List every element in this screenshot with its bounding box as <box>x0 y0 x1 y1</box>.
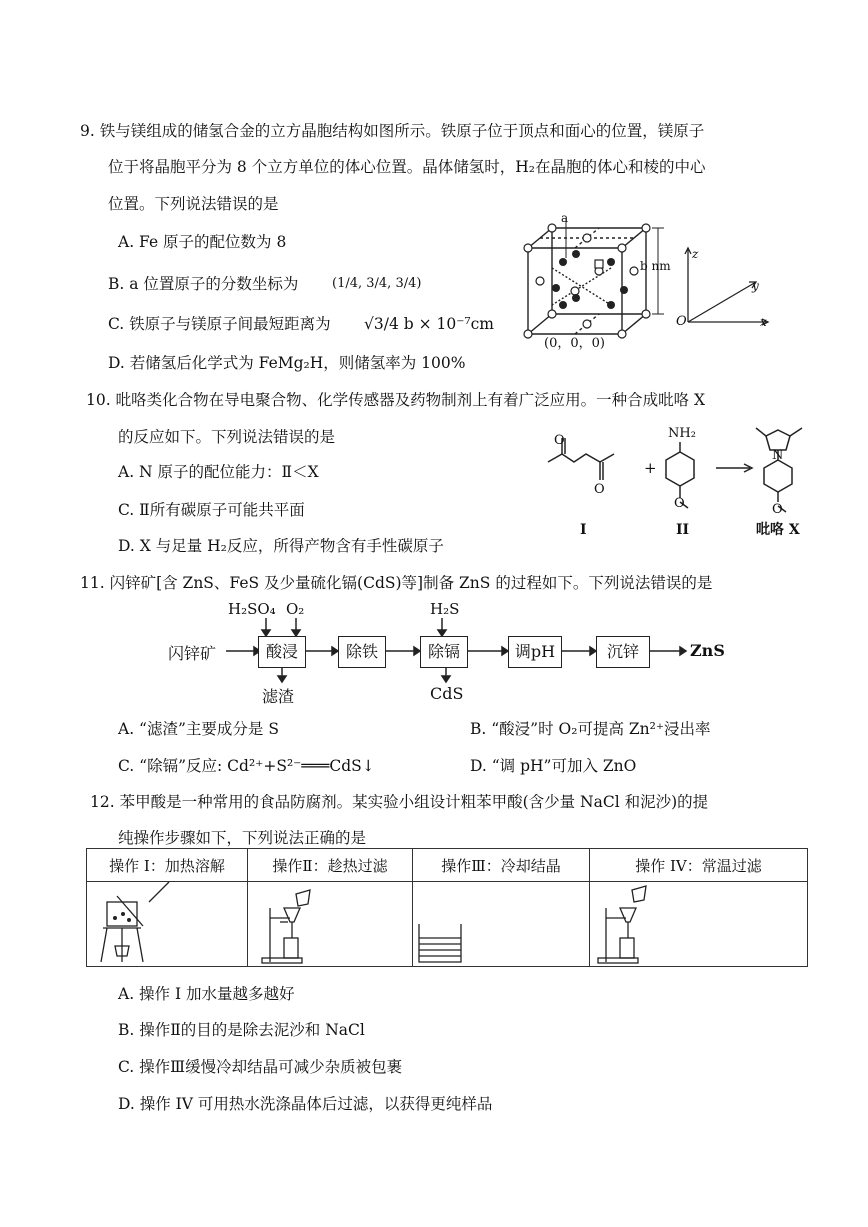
q11-flow-step-2: 除铁 <box>338 636 386 668</box>
q12-header-1: 操作 I：加热溶解 <box>87 849 248 882</box>
q11-flow-out-cds: CdS <box>430 684 464 703</box>
q12-image-heating <box>87 882 248 967</box>
q11-flow-step-3: 除镉 <box>420 636 468 668</box>
q11-option-b: B. “酸浸”时 O₂可提高 Zn²⁺浸出率 <box>470 720 711 738</box>
q11-option-d: D. “调 pH”可加入 ZnO <box>470 757 637 775</box>
q9-option-c-expr: √3/4 b × 10⁻⁷cm <box>364 315 495 333</box>
q10-fig-nh2: NH₂ <box>668 426 696 441</box>
q11-flow-start: 闪锌矿 <box>168 644 217 663</box>
q10-option-a: A. N 原子的配位能力：Ⅱ＜X <box>118 463 319 481</box>
q12-option-d: D. 操作 IV 可用热水洗涤晶体后过滤，以获得更纯样品 <box>118 1095 493 1113</box>
q12-image-cooling <box>413 882 590 967</box>
q11-flow-step-5: 沉锌 <box>596 636 650 668</box>
q9-axis-z: z <box>692 247 699 261</box>
q11-flow-out-residue: 滤渣 <box>262 687 295 706</box>
q10-label-ii: II <box>676 522 690 538</box>
q10-fig-plus: + <box>644 459 657 477</box>
q9-option-a: A. Fe 原子的配位数为 8 <box>118 233 287 251</box>
q9-axis-y: y <box>752 279 759 293</box>
q10-option-d: D. X 与足量 H₂反应，所得产物含有手性碳原子 <box>118 537 444 555</box>
q11-flow-in-h2so4: H₂SO₄ <box>228 600 276 618</box>
q9-axis-o: O <box>676 314 687 329</box>
q12-header-2: 操作Ⅱ：趁热过滤 <box>248 849 413 882</box>
q12-operations-table <box>86 848 808 967</box>
q11-option-a: A. “滤渣”主要成分是 S <box>118 720 279 738</box>
q12-stem-line2: 纯操作步骤如下，下列说法正确的是 <box>118 829 367 847</box>
q9-axis-x: x <box>760 315 767 329</box>
q12-image-room-temp-filtration <box>590 882 808 967</box>
q12-option-c: C. 操作Ⅲ缓慢冷却结晶可减少杂质被包裹 <box>118 1058 403 1076</box>
q12-option-b: B. 操作Ⅱ的目的是除去泥沙和 NaCl <box>118 1021 365 1039</box>
q9-stem-line2: 位于将晶胞平分为 8 个立方单位的体心位置。晶体储氢时，H₂在晶胞的体心和棱的中心 <box>108 158 706 176</box>
q12-header-4: 操作 IV：常温过滤 <box>590 849 808 882</box>
q10-fig-o3: O <box>674 496 685 511</box>
q11-flow-step-4: 调pH <box>508 636 562 668</box>
q11-option-c: C. “除镉”反应: Cd²⁺+S²⁻═══CdS↓ <box>118 757 375 775</box>
q9-stem-line3: 位置。下列说法错误的是 <box>108 195 279 213</box>
q9-option-c-prefix: C. 铁原子与镁原子间最短距离为 <box>108 315 331 333</box>
q10-stem-line1: 10. 吡咯类化合物在导电聚合物、化学传感器及药物制剂上有着广泛应用。一种合成吡咯 X <box>86 391 706 409</box>
q10-stem-line2: 的反应如下。下列说法错误的是 <box>118 428 336 446</box>
q9-stem-line1: 9. 铁与镁组成的储氢合金的立方晶胞结构如图所示。铁原子位于顶点和面心的位置，镁原子 <box>80 122 705 140</box>
q9-option-b-prefix: B. a 位置原子的分数坐标为 <box>108 275 299 293</box>
q11-flow-end: ZnS <box>690 641 725 660</box>
q9-label-origin: (0，0，0) <box>544 336 605 351</box>
q12-header-3: 操作Ⅲ：冷却结晶 <box>413 849 590 882</box>
q12-option-a: A. 操作 I 加水量越多越好 <box>118 985 295 1003</box>
q10-label-i: I <box>580 522 587 538</box>
q10-fig-n: N <box>772 448 784 463</box>
q10-fig-o2: O <box>594 482 605 497</box>
q10-fig-o4: O <box>772 502 783 517</box>
q10-fig-o1: O <box>554 433 565 448</box>
q12-image-hot-filtration <box>248 882 413 967</box>
q11-flow-in-h2s: H₂S <box>430 600 460 618</box>
q10-option-c: C. Ⅱ所有碳原子可能共平面 <box>118 501 305 519</box>
q12-stem-line1: 12. 苯甲酸是一种常用的食品防腐剂。某实验小组设计粗苯甲酸(含少量 NaCl 和泥沙)的提 <box>90 793 709 811</box>
q10-label-x: 吡咯 X <box>756 522 800 538</box>
q9-label-a: a <box>561 211 569 225</box>
q11-flow-step-1: 酸浸 <box>258 636 306 668</box>
q11-flow-in-o2: O₂ <box>286 600 305 618</box>
q9-label-bnm: b nm <box>640 259 671 273</box>
q11-stem: 11. 闪锌矿[含 ZnS、FeS 及少量硫化镉(CdS)等]制备 ZnS 的过程如下。下列说法错误的是 <box>80 574 713 592</box>
q9-option-d: D. 若储氢后化学式为 FeMg₂H，则储氢率为 100% <box>108 354 466 372</box>
q9-option-b-coord: (1/4, 3/4, 3/4) <box>332 276 422 291</box>
